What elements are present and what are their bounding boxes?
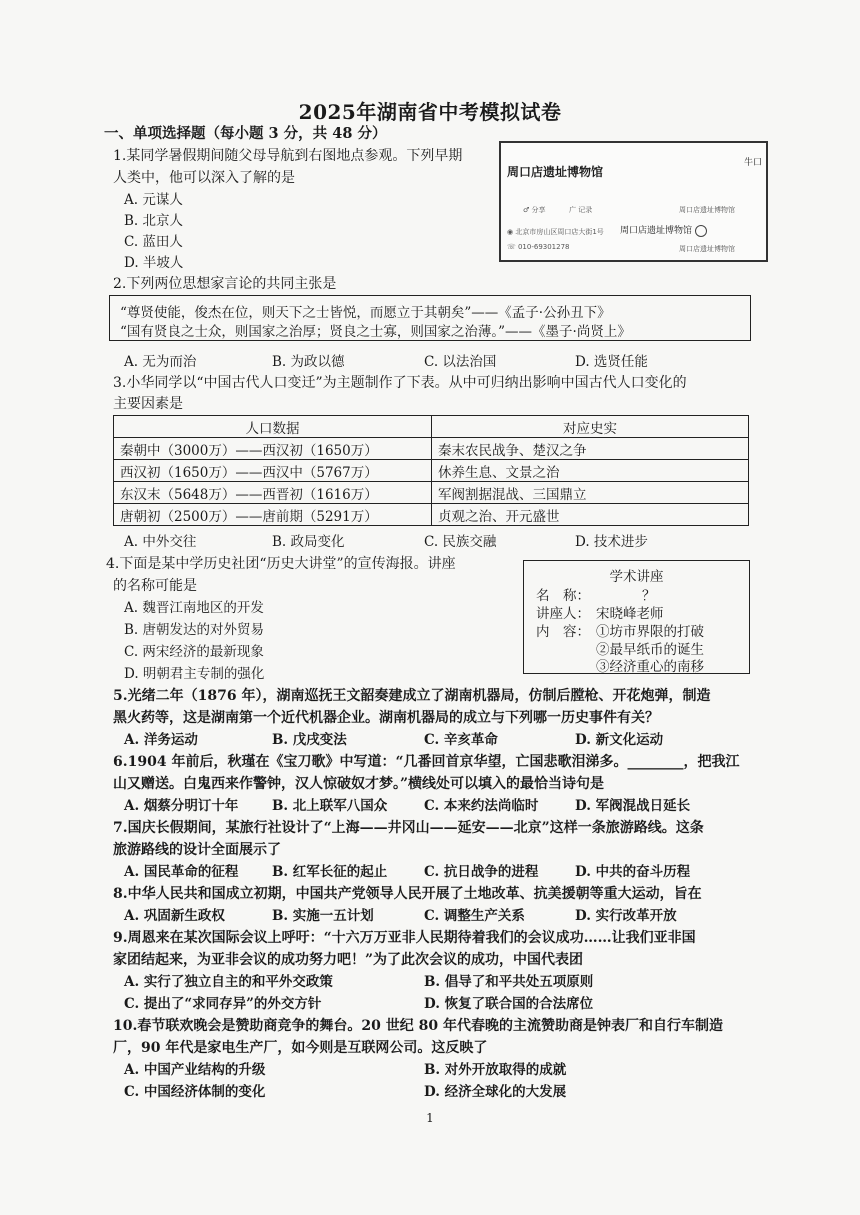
q9-stem-line1: 9.周恩来在某次国际会议上呼吁：“十六万万亚非人民期待着我们的会议成功……让我们亚非国	[113, 930, 696, 946]
q6-option-a: A. 烟蔡分明订十年	[124, 798, 239, 814]
q4-option-d: D. 明朝君主专制的强化	[124, 666, 265, 682]
q10-option-b: B. 对外开放取得的成就	[424, 1062, 567, 1078]
q2-option-c: C. 以法治国	[424, 354, 497, 370]
q1-stem-line2: 人类中，他可以深入了解的是	[113, 170, 295, 186]
q6-stem-line1: 6.1904 年前后，秋瑾在《宝刀歌》中写道：“几番回首京华望，亡国悲歌泪涕多。________，把我江	[113, 754, 740, 770]
table-row	[114, 504, 749, 526]
table-cell: 唐朝初（2500万）——唐前期（5291万）	[114, 504, 432, 526]
poster-content-item: ①坊市界限的打破	[596, 624, 704, 640]
table-row	[114, 482, 749, 504]
q5-stem-line1: 5.光绪二年（1876 年），湖南巡抚王文韶奏建成立了湖南机器局，仿制后膛枪、开花炮弹，制造	[113, 688, 711, 704]
q3-stem-line1: 3.小华同学以“中国古代人口变迁”为主题制作了下表。从中可归纳出影响中国古代人口变化的	[113, 375, 687, 391]
q6-stem-line2: 山又赠送。白鬼西来作警钟，汉人惊破奴才梦。”横线处可以填入的最恰当诗句是	[113, 776, 605, 792]
q1-option-b: B. 北京人	[124, 213, 184, 229]
q8-option-c: C. 调整生产关系	[424, 908, 525, 924]
q10-stem-line2: 厂，90 年代是家电生产厂，如今则是互联网公司。这反映了	[113, 1040, 488, 1056]
q5-option-c: C. 辛亥革命	[424, 732, 498, 748]
table-cell: 贞观之治、开元盛世	[432, 504, 749, 526]
q5-option-d: D. 新文化运动	[575, 732, 664, 748]
q4-option-a: A. 魏晋江南地区的开发	[124, 600, 264, 616]
poster-speaker-value: 宋晓峰老师	[596, 606, 664, 622]
poster-content-item: ③经济重心的南移	[596, 659, 704, 675]
quote-mozi: “国有贤良之士众，则国家之治厚；贤良之士寡，则国家之治薄。”——《墨子·尚贤上》	[120, 324, 631, 340]
q9-stem-line2: 家团结起来，为亚非会议的成功努力吧！”为了此次会议的成功，中国代表团	[113, 952, 584, 968]
q7-stem-line1: 7.国庆长假期间，某旅行社设计了“上海——井冈山——延安——北京”这样一条旅游路线。这条	[113, 820, 704, 836]
table-cell: 秦朝中（3000万）——西汉初（1650万）	[114, 438, 432, 460]
q3-option-c: C. 民族交融	[424, 534, 497, 550]
table-cell: 西汉初（1650万）——西汉中（5767万）	[114, 460, 432, 482]
location-seal-icon	[695, 225, 707, 237]
q7-option-d: D. 中共的奋斗历程	[575, 864, 691, 880]
q6-option-c: C. 本来约法尚临时	[424, 798, 539, 814]
q3-option-a: A. 中外交往	[124, 534, 197, 550]
q3-option-d: D. 技术进步	[575, 534, 648, 550]
page-title: 2025年湖南省中考模拟试卷	[298, 100, 562, 124]
q1-stem-line1: 1.某同学暑假期间随父母导航到右图地点参观。下列早期	[113, 148, 463, 164]
q9-option-b: B. 倡导了和平共处五项原则	[424, 974, 594, 990]
q7-option-b: B. 红军长征的起止	[272, 864, 388, 880]
q5-option-b: B. 戊戌变法	[272, 732, 347, 748]
museum-address: ◉ 北京市房山区周口店大街1号	[507, 228, 604, 236]
quote-mencius: “尊贤使能，俊杰在位，则天下之士皆悦，而愿立于其朝矣”——《孟子·公孙丑下》	[120, 305, 611, 321]
museum-phone: ☏ 010-69301278	[507, 243, 570, 251]
table-cell: 军阀割据混战、三国鼎立	[432, 482, 749, 504]
q9-option-c: C. 提出了“求同存异”的外交方针	[124, 996, 322, 1012]
page-number: 1	[426, 1111, 434, 1125]
q8-option-a: A. 巩固新生政权	[124, 908, 225, 924]
q5-stem-line2: 黑火药等，这是湖南第一个近代机器企业。湖南机器局的成立与下列哪一历史事件有关？	[113, 710, 659, 726]
museum-corner-text: 牛口	[743, 158, 762, 168]
q2-option-b: B. 为政以德	[272, 354, 345, 370]
q10-option-a: A. 中国产业结构的升级	[124, 1062, 266, 1078]
q7-option-c: C. 抗日战争的进程	[424, 864, 539, 880]
lecture-poster	[523, 560, 750, 674]
poster-name-value: ？	[642, 588, 656, 604]
poster-title: 学术讲座	[609, 569, 664, 585]
record-label: 广 记录	[569, 206, 593, 214]
q4-option-b: B. 唐朝发达的对外贸易	[124, 622, 265, 638]
museum-caption: 周口店遗址博物馆	[679, 245, 735, 253]
q7-stem-line2: 旅游路线的设计全面展示了	[113, 842, 281, 858]
q10-stem-line1: 10.春节联欢晚会是赞助商竞争的舞台。20 世纪 80 年代春晚的主流赞助商是钟表厂和自行车制造	[113, 1018, 723, 1034]
q4-option-c: C. 两宋经济的最新现象	[124, 644, 264, 660]
table-header: 对应史实	[432, 416, 749, 438]
q8-option-b: B. 实施一五计划	[272, 908, 374, 924]
q10-option-d: D. 经济全球化的大发展	[424, 1084, 567, 1100]
table-header-row	[114, 416, 749, 438]
q1-option-a: A. 元谋人	[124, 192, 183, 208]
q1-option-c: C. 蓝田人	[124, 234, 183, 250]
museum-name: 周口店遗址博物馆	[507, 165, 604, 179]
q1-option-d: D. 半坡人	[124, 255, 184, 271]
q10-option-c: C. 中国经济体制的变化	[124, 1084, 266, 1100]
poster-speaker-label: 讲座人：	[536, 606, 590, 622]
q9-option-d: D. 恢复了联合国的合法席位	[424, 996, 594, 1012]
table-cell: 东汉末（5648万）——西晋初（1616万）	[114, 482, 432, 504]
q2-option-d: D. 选贤任能	[575, 354, 648, 370]
q7-option-a: A. 国民革命的征程	[124, 864, 239, 880]
poster-content-item: ②最早纸币的诞生	[596, 642, 704, 658]
table-header: 人口数据	[114, 416, 432, 438]
q8-option-d: D. 实行改革开放	[575, 908, 677, 924]
q6-option-d: D. 军阀混战日延长	[575, 798, 691, 814]
table-row	[114, 438, 749, 460]
poster-name-label: 名 称：	[536, 588, 590, 604]
q5-option-a: A. 洋务运动	[124, 732, 198, 748]
museum-name-right-text: 周口店遗址博物馆	[620, 226, 693, 236]
table-cell: 休养生息、文景之治	[432, 460, 749, 482]
share-label: ♂ 分享	[523, 206, 546, 214]
q4-stem-line1: 4.下面是某中学历史社团“历史大讲堂”的宣传海报。讲座	[106, 556, 456, 572]
table-cell: 秦末农民战争、楚汉之争	[432, 438, 749, 460]
q2-stem: 2.下列两位思想家言论的共同主张是	[113, 276, 337, 292]
q3-stem-line2: 主要因素是	[113, 396, 183, 412]
population-table	[113, 415, 749, 526]
q6-option-b: B. 北上联军八国众	[272, 798, 388, 814]
museum-small-label: 周口店遗址博物馆	[679, 206, 735, 214]
q9-option-a: A. 实行了独立自主的和平外交政策	[124, 974, 333, 990]
section-heading: 一、单项选择题（每小题 3 分，共 48 分）	[104, 125, 387, 142]
poster-content-label: 内 容：	[536, 624, 590, 640]
q4-stem-line2: 的名称可能是	[113, 578, 197, 594]
table-row	[114, 460, 749, 482]
q2-option-a: A. 无为而治	[124, 354, 197, 370]
q8-stem: 8.中华人民共和国成立初期，中国共产党领导人民开展了土地改革、抗美援朝等重大运动，旨在	[113, 886, 702, 902]
q3-option-b: B. 政局变化	[272, 534, 345, 550]
museum-name-right	[620, 223, 707, 237]
quote-box	[109, 295, 751, 341]
museum-map-card	[499, 141, 768, 262]
